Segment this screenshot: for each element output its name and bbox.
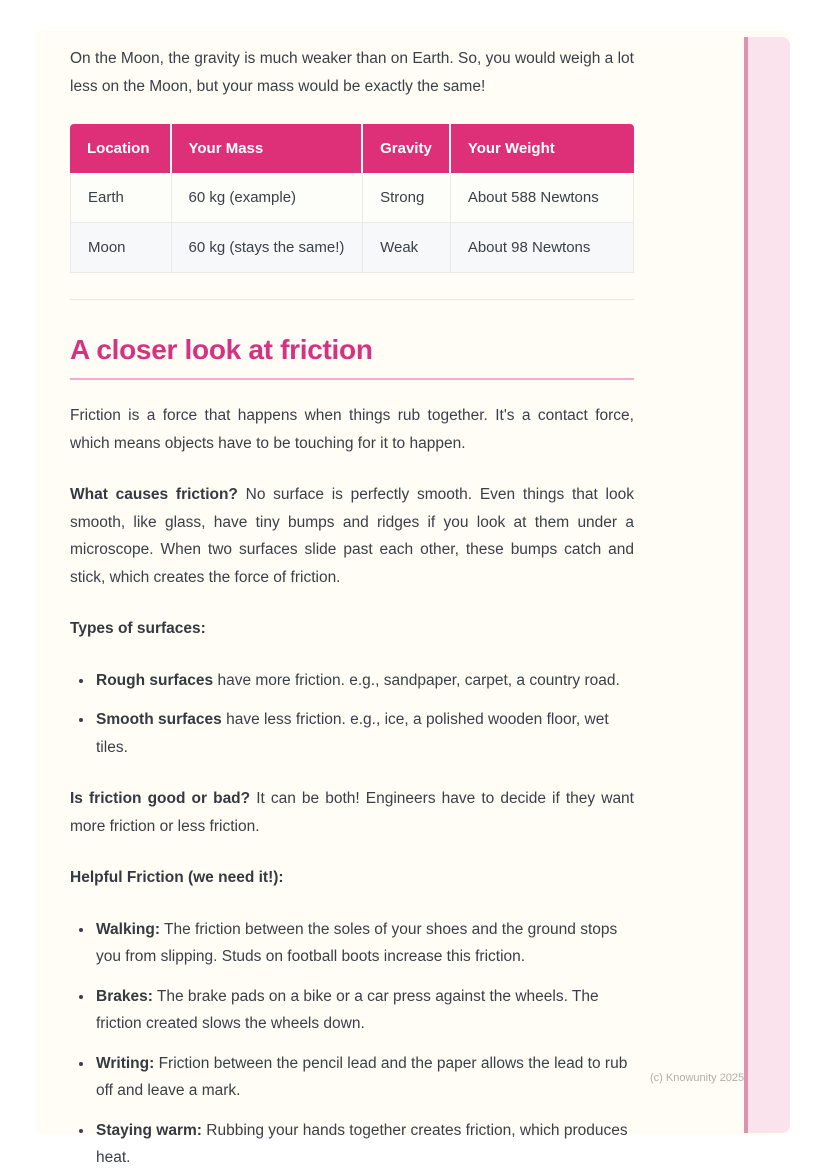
- causes-body-text: No surface is perfectly smooth. Even things that look smooth, like glass, have tiny bumps and ridges if you look at them under a microscope. When two surfaces slide past each other, these bumps catch and stick, which creates the force of friction.: [70, 486, 634, 586]
- table-cell: Moon: [70, 223, 172, 273]
- list-item-rough-surfaces: [94, 667, 634, 695]
- table-row-moon: [70, 223, 634, 273]
- list-item-lead-in: Brakes:: [96, 987, 153, 1005]
- table-cell: About 588 Newtons: [451, 173, 634, 223]
- table-cell: Weak: [363, 223, 451, 273]
- list-item-writing: [94, 1050, 634, 1105]
- gravity-comparison-table: [70, 124, 634, 273]
- list-item-text: The friction between the soles of your shoes and the ground stops you from slipping. Studs on football boots increase this friction.: [96, 920, 618, 965]
- list-item-smooth-surfaces: [94, 706, 634, 761]
- list-item-lead-in: Writing:: [96, 1054, 155, 1072]
- table-header-gravity: Gravity: [363, 124, 451, 173]
- helpful-friction-bullet-list: [70, 916, 634, 1171]
- intro-paragraph: On the Moon, the gravity is much weaker than on Earth. So, you would weigh a lot less on the Moon, but your mass would be exactly the same!: [70, 50, 634, 95]
- page-card: [36, 30, 790, 1166]
- causes-lead-in: What causes friction?: [70, 486, 238, 503]
- page-edge-highlight-stripe: [744, 37, 790, 1133]
- list-item-text: The brake pads on a bike or a car press against the wheels. The friction created slows the wheels down.: [96, 987, 599, 1032]
- table-header-location: Location: [70, 124, 172, 173]
- list-item-lead-in: Staying warm:: [96, 1121, 202, 1139]
- list-item-text: have more friction. e.g., sandpaper, carpet, a country road.: [213, 671, 620, 689]
- friction-good-or-bad-paragraph: [70, 785, 634, 840]
- copyright-credit: (c) Knowunity 2025: [650, 1072, 745, 1084]
- list-item-text: Rubbing your hands together creates friction, which produces heat.: [96, 1121, 628, 1166]
- table-header-row: [70, 124, 634, 173]
- surfaces-subheading: Types of surfaces:: [70, 620, 206, 637]
- table-cell: 60 kg (stays the same!): [172, 223, 364, 273]
- table-cell: Strong: [363, 173, 451, 223]
- table-cell: Earth: [70, 173, 172, 223]
- section-divider: [70, 299, 634, 300]
- list-item-text: have less friction. e.g., ice, a polished wooden floor, wet tiles.: [96, 711, 609, 756]
- list-item-text: Friction between the pencil lead and the paper allows the lead to rub off and leave a mark.: [96, 1054, 628, 1099]
- table-cell: About 98 Newtons: [451, 223, 634, 273]
- section-heading-friction: A closer look at friction: [70, 334, 634, 380]
- list-item-walking: [94, 916, 634, 971]
- good-or-bad-lead-in: Is friction good or bad?: [70, 790, 251, 807]
- list-item-lead-in: Rough surfaces: [96, 671, 214, 689]
- list-item-lead-in: Walking:: [96, 920, 161, 938]
- helpful-friction-subheading: Helpful Friction (we need it!):: [70, 869, 284, 886]
- friction-intro-paragraph: Friction is a force that happens when things rub together. It's a contact force, which means objects have to be touching for it to happen.: [70, 407, 634, 452]
- table-header-mass: Your Mass: [172, 124, 364, 173]
- good-or-bad-body-text: It can be both! Engineers have to decide if they want more friction or less friction.: [70, 790, 634, 835]
- document-content: [70, 45, 634, 1171]
- list-item-staying-warm: [94, 1117, 634, 1171]
- table-cell: 60 kg (example): [172, 173, 364, 223]
- list-item-lead-in: Smooth surfaces: [96, 711, 222, 728]
- friction-causes-paragraph: [70, 481, 634, 591]
- list-item-brakes: [94, 983, 634, 1038]
- table-row-earth: [70, 173, 634, 223]
- table-header-weight: Your Weight: [451, 124, 634, 173]
- surfaces-bullet-list: [70, 667, 634, 762]
